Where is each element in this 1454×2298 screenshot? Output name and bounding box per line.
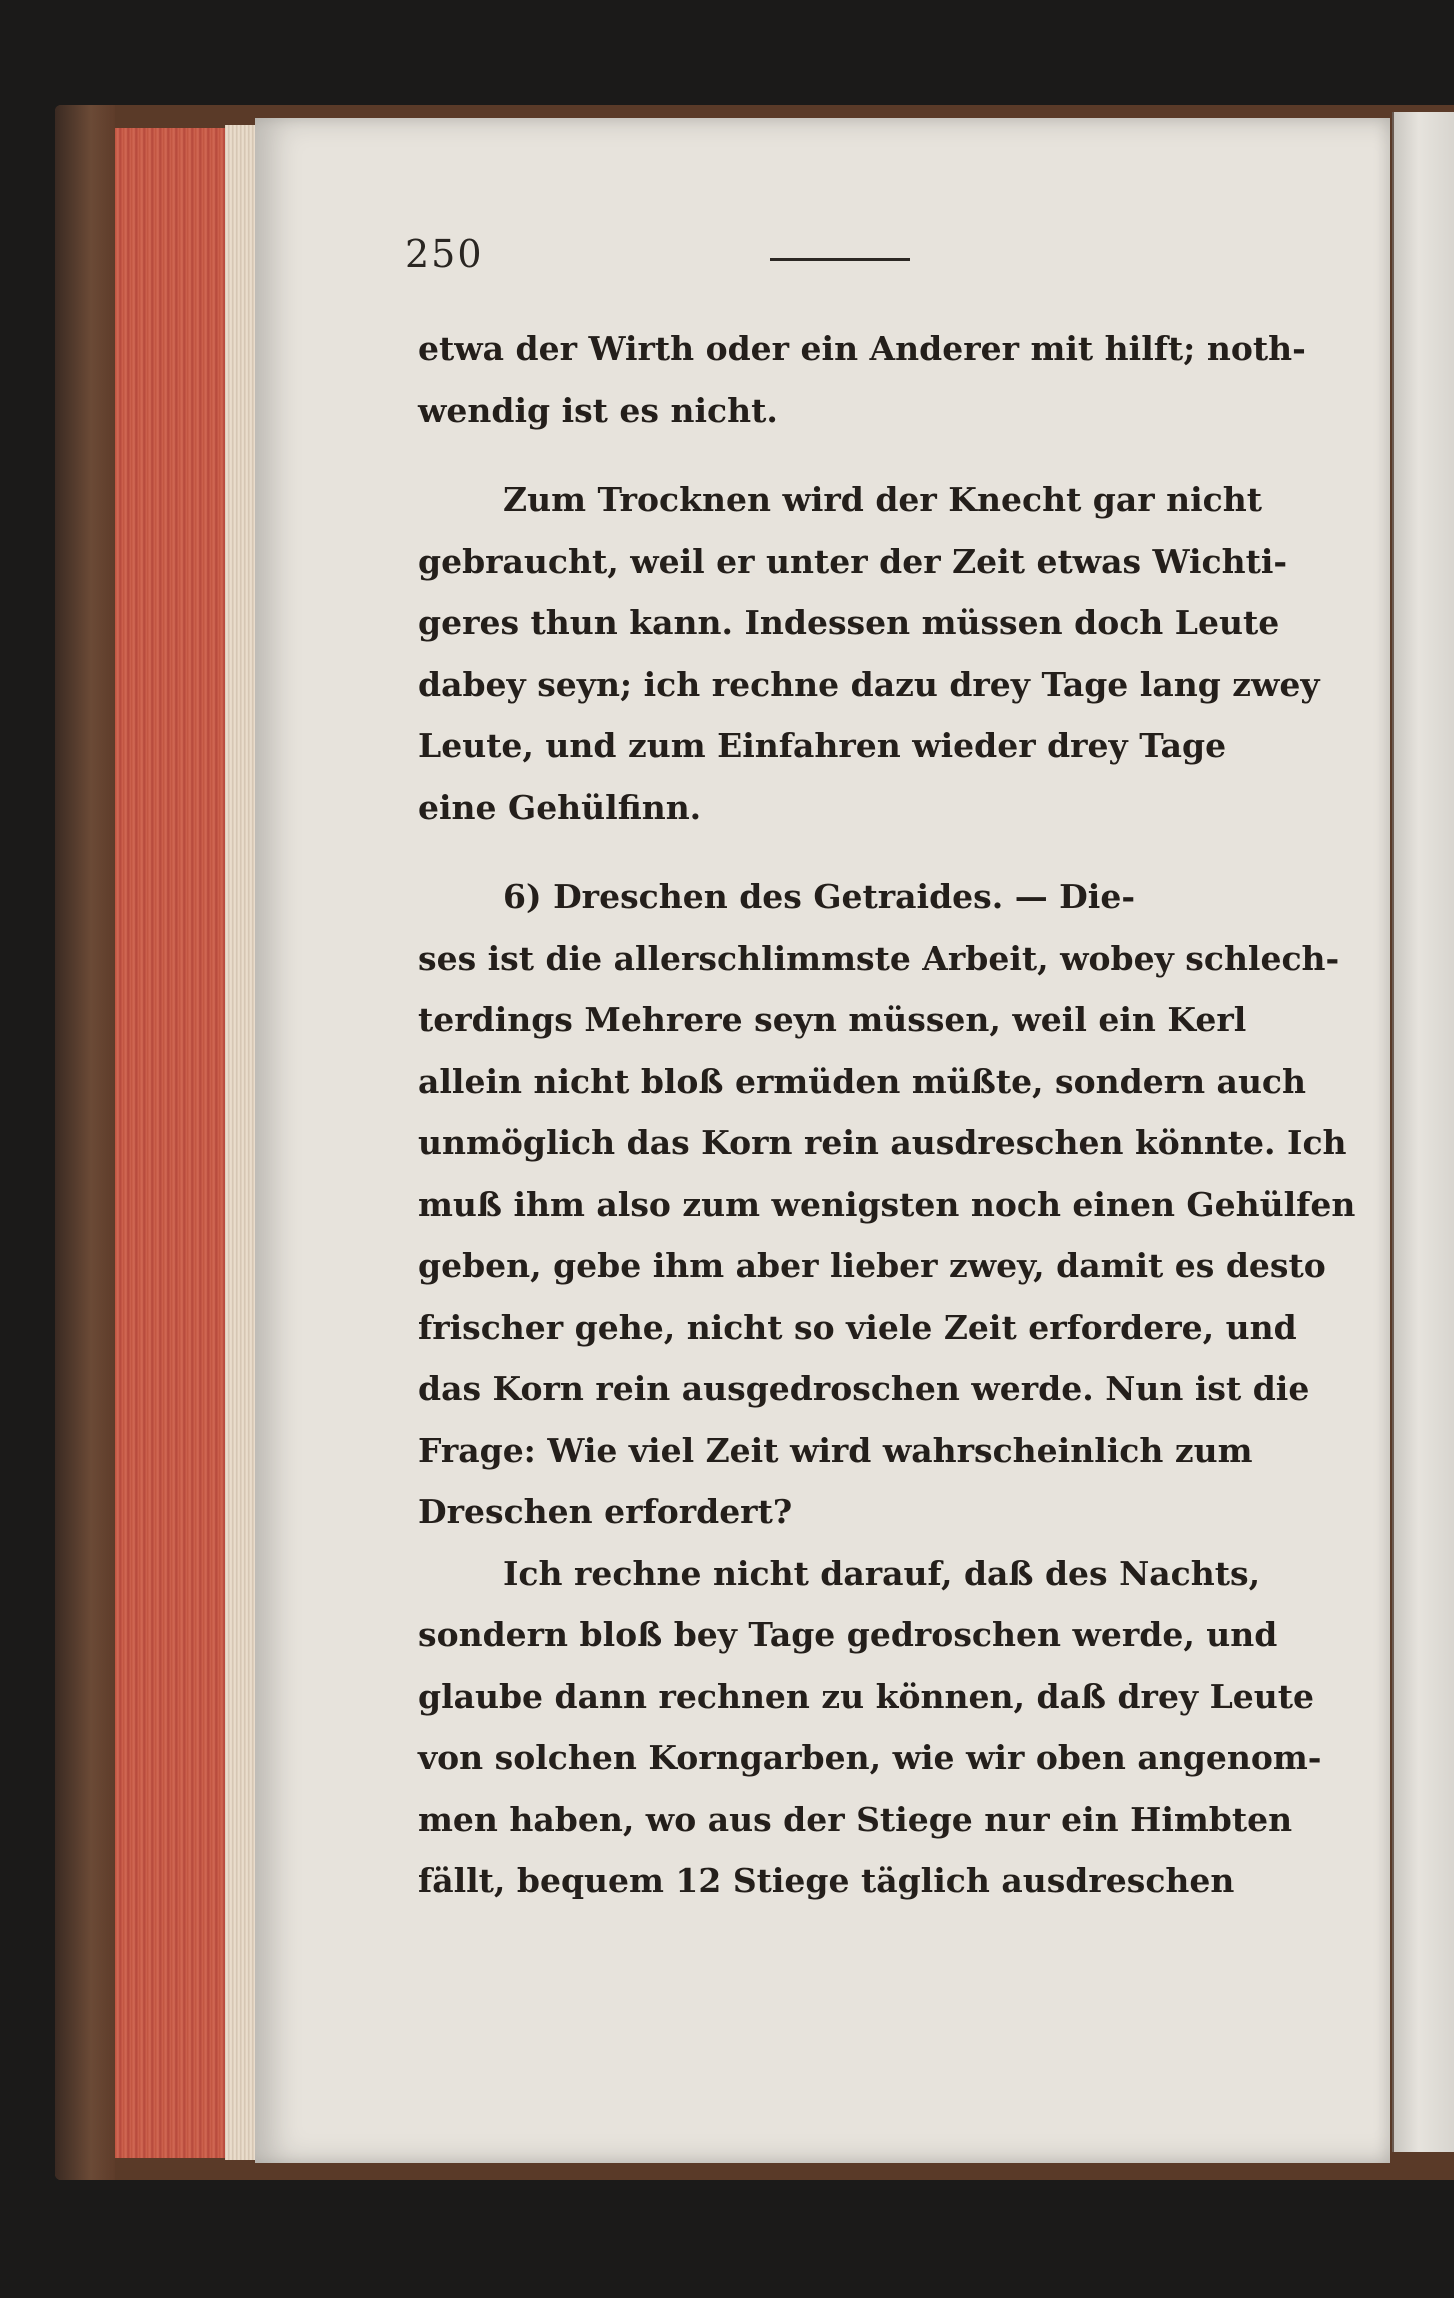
text-line: geben, gebe ihm aber lieber zwey, damit es desto [418, 1246, 1326, 1285]
text-line: von solchen Korngarben, wie wir oben angenom- [418, 1738, 1322, 1777]
text-line: eine Gehülfinn. [418, 787, 702, 827]
text-line: men haben, wo aus der Stiege nur ein Himbten [418, 1799, 1293, 1839]
text-line: fällt, bequem 12 Stiege täglich ausdreschen [418, 1861, 1235, 1900]
facing-page-edge [1392, 112, 1454, 2152]
text-line: unmöglich das Korn rein ausdreschen könnte. Ich [418, 1123, 1347, 1162]
text-line: glaube dann rechnen zu können, daß drey Leute [418, 1676, 1315, 1716]
text-line: allein nicht bloß ermüden müßte, sondern auch [418, 1061, 1307, 1101]
header-rule [770, 258, 910, 261]
text-line: geres thun kann. Indessen müssen doch Leute [418, 603, 1280, 642]
text-line: Leute, und zum Einfahren wieder drey Tage [418, 726, 1227, 765]
text-line: 6) Dreschen des Getraides. — Die- [503, 877, 1136, 916]
text-line: Frage: Wie viel Zeit wird wahrscheinlich zum [418, 1430, 1253, 1470]
page-number: 250 [405, 232, 484, 276]
text-line: ses ist die allerschlimmste Arbeit, wobey schlech- [418, 938, 1340, 978]
text-line: Zum Trocknen wird der Knecht gar nicht [503, 480, 1262, 519]
page-edges-inner [225, 125, 255, 2160]
text-line: Dreschen erfordert? [418, 1492, 793, 1531]
text-line: wendig ist es nicht. [418, 390, 778, 430]
text-line: etwa der Wirth oder ein Anderer mit hilft; noth- [418, 329, 1306, 368]
text-line: frischer gehe, nicht so viele Zeit erfordere, und [418, 1307, 1297, 1347]
page-text [418, 318, 1356, 1912]
text-line: gebraucht, weil er unter der Zeit etwas Wichti- [418, 541, 1288, 581]
text-line: terdings Mehrere seyn müssen, weil ein Kerl [418, 1000, 1247, 1039]
text-line: sondern bloß bey Tage gedroschen werde, und [418, 1615, 1278, 1654]
paragraph-gap [418, 838, 1270, 866]
text-line: muß ihm also zum wenigsten noch einen Gehülfen [418, 1184, 1356, 1224]
paragraph-gap [418, 441, 1270, 469]
page-header [405, 232, 1265, 282]
text-line: dabey seyn; ich rechne dazu drey Tage lang zwey [418, 664, 1320, 704]
text-line: Ich rechne nicht darauf, daß des Nachts, [503, 1553, 1261, 1593]
book-spine [55, 105, 115, 2180]
text-line: das Korn rein ausgedroschen werde. Nun ist die [418, 1369, 1310, 1408]
